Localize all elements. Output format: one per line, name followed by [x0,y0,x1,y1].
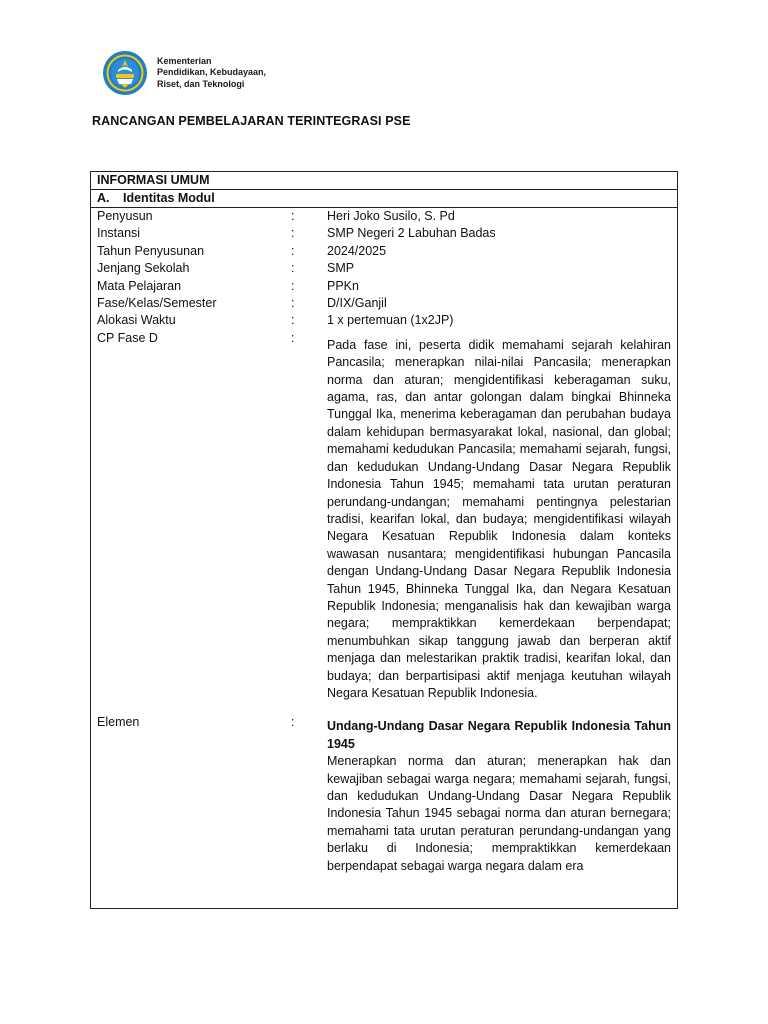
subsection-title: Identitas Modul [123,191,215,205]
row-tahun-penyusunan [91,243,677,260]
row-fase-kelas-semester [91,295,677,312]
row-value: SMP [327,261,355,276]
elemen-subtitle: Undang-Undang Dasar Negara Republik Indonesia Tahun 1945 [327,719,671,751]
row-value: Heri Joko Susilo, S. Pd [327,209,455,223]
row-alokasi-waktu [91,312,677,329]
ministry-name [157,56,266,91]
document-title: RANCANGAN PEMBELAJARAN TERINTEGRASI PSE [92,114,411,128]
row-label: Penyusun [97,209,153,223]
row-colon: : [291,209,295,223]
row-colon: : [291,261,295,276]
ministry-line-2: Pendidikan, Kebudayaan, [157,67,267,78]
row-value: D/IX/Ganjil [327,296,387,311]
row-label: Mata Pelajaran [97,278,182,293]
row-label: Jenjang Sekolah [97,261,190,276]
row-value: 2024/2025 [327,243,387,258]
subsection-header [91,190,677,208]
row-colon: : [291,243,295,258]
row-value: SMP Negeri 2 Labuhan Badas [327,226,496,241]
row-label: Tahun Penyusunan [97,243,205,258]
row-instansi [91,225,677,242]
row-colon: : [291,313,295,328]
subsection-number: A. [97,191,110,205]
elemen-text: Menerapkan norma dan aturan; menerapkan hak dan kewajiban sebagai warga negara; memahami sejarah, fungsi, dan kedudukan Undang-Undang Dasar Negara Republik Indonesia Tahun 1945 sebagai norma dan aturan bernegara; memahami tata urutan peraturan perundang-undangan yang berlaku di Indonesia; mempraktikkan kemerdekaan berpendapat sebagai warga negara dalam era [327,754,671,873]
row-label: Instansi [97,226,141,241]
document-header [102,50,266,96]
row-penyusun [91,208,677,225]
row-label: Fase/Kelas/Semester [97,296,217,311]
row-colon: : [291,715,295,730]
cp-value [327,330,677,703]
row-colon: : [291,330,295,345]
identity-rows [91,208,677,875]
section-title: INFORMASI UMUM [91,172,677,190]
row-jenjang-sekolah [91,260,677,277]
row-colon: : [291,296,295,311]
row-elemen [91,714,677,875]
info-table [90,171,678,909]
row-label: CP Fase D [97,330,158,345]
cp-text: Pada fase ini, peserta didik memahami sejarah kelahiran Pancasila; menerapkan nilai-nilai Pancasila; menerapkan norma dan aturan; mengidentifikasi keberagaman suku, agama, ras, dan antar golongan dalam bingkai Bhinneka Tunggal Ika, menerima keberagaman dan perubahan budaya dalam kehidupan bermasyarakat lokal, nasional, dan global; memahami kedudukan Pancasila; memahami sejarah, fungsi, dan kedudukan Undang-Undang Dasar Negara Republik Indonesia Tahun 1945; memahami tata urutan peraturan perundang-undangan; memahami pentingnya pelestarian tradisi, kearifan lokal, dan budaya; mengidentifikasi wilayah Negara Kesatuan Republik Indonesia dalam konteks wawasan nusantara; mengidentifikasi hubungan Pancasila dengan Undang-Undang Dasar Negara Republik Indonesia Tahun 1945, Bhinneka Tunggal Ika, dan Negara Kesatuan Republik Indonesia; menganalisis hak dan kewajiban warga negara; mempraktikkan kemerdekaan berpendapat; menumbuhkan sikap tanggung jawab dan berperan aktif menjaga dan melestarikan praktik tradisi, kearifan lokal, dan budaya; dan berpartisipasi aktif menjaga keutuhan wilayah Negara Kesatuan Republik Indonesia. [327,337,671,700]
row-value: PPKn [327,278,359,293]
row-label: Elemen [97,715,140,730]
ministry-line-3: Riset, dan Teknologi [157,78,245,89]
row-colon: : [291,226,295,241]
elemen-value [327,714,677,875]
row-label: Alokasi Waktu [97,313,176,328]
ministry-line-1: Kementerian [157,55,212,66]
row-cp-fase-d [91,330,677,703]
tut-wuri-handayani-logo-icon [102,50,148,96]
row-value: 1 x pertemuan (1x2JP) [327,313,454,328]
row-colon: : [291,278,295,293]
row-mata-pelajaran [91,278,677,295]
